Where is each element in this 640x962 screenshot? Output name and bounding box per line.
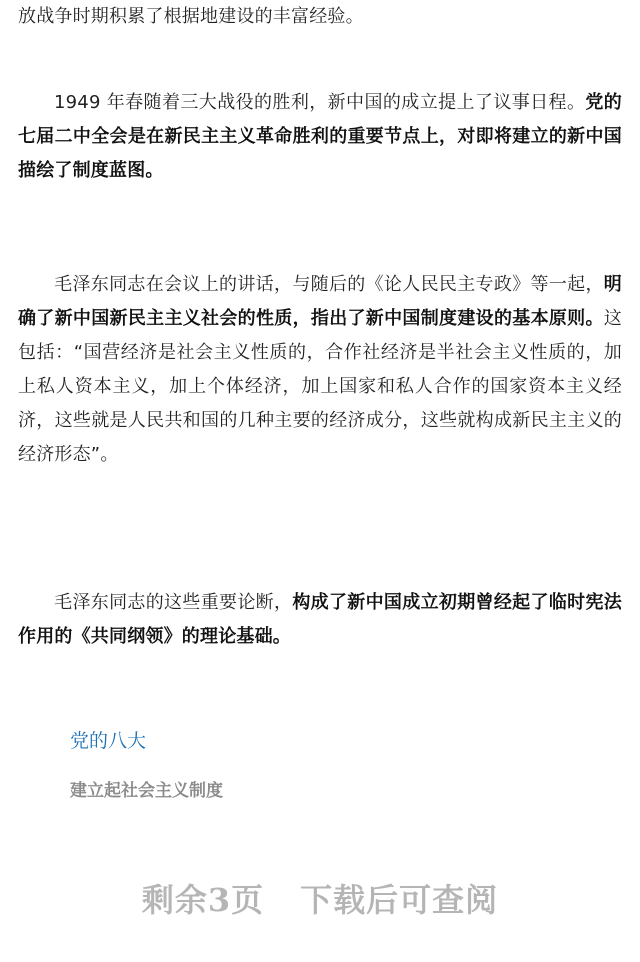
paragraph-intro-tail [18, 0, 622, 34]
download-prompt[interactable] [0, 876, 640, 924]
paragraph-bold-text: 构成了新中国成立初期曾经起了临时宪法作用的《共同纲领》的理论基础。 [18, 592, 622, 647]
paragraph-mao-speech [18, 268, 622, 472]
paragraph-second-plenum [18, 86, 622, 188]
paragraph-bold-text: 明确了新中国新民主主义社会的性质，指出了新中国制度建设的基本原则。 [18, 274, 622, 329]
remaining-pages-text: 剩余3页 [141, 881, 265, 919]
paragraph-plain-text: 毛泽东同志的这些重要论断， [54, 592, 293, 613]
paragraph-common-program [18, 586, 622, 654]
download-to-view-text: 下载后可查阅 [300, 881, 499, 919]
paragraph-plain-text: 毛泽东同志在会议上的讲话，与随后的《论人民民主专政》等一起， [54, 274, 604, 295]
paragraph-plain-text: 1949 年春随着三大战役的胜利，新中国的成立提上了议事日程。 [54, 92, 586, 113]
section-subtitle: 建立起社会主义制度 [70, 781, 223, 801]
section-heading-block [70, 726, 590, 804]
paragraph-bold-text: 党的七届二中全会是在新民主主义革命胜利的重要节点上，对即将建立的新中国描绘了制度蓝图。 [18, 92, 622, 181]
paragraph-text: 放战争时期积累了根据地建设的丰富经验。 [18, 6, 364, 27]
paragraph-quote-text: 这包括：“国营经济是社会主义性质的，合作社经济是半社会主义性质的，加上私人资本主义，加上个体经济，加上国家和私人合作的国家资本主义经济，这些就是人民共和国的几种主要的经济成分，这些就构成新民主主义的经济形态”。 [18, 308, 622, 465]
section-title: 党的八大 [70, 730, 147, 752]
